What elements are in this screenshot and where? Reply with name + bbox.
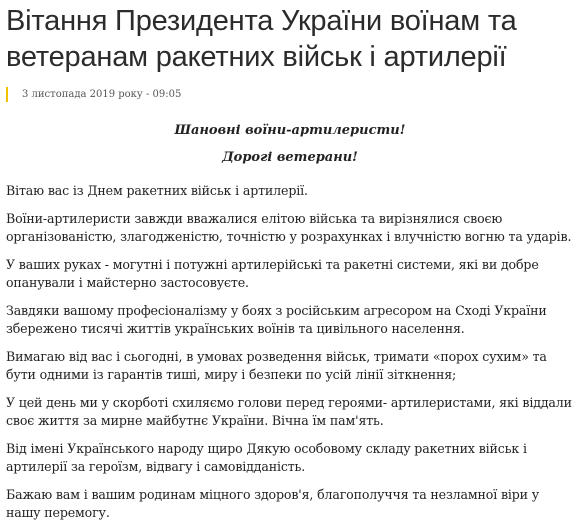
article-meta	[6, 87, 574, 102]
paragraph: Від імені Українського народу щиро Дякую особовому складу ракетних військ і артилерії за героїзм, відвагу і самовідданість.	[6, 441, 527, 474]
article-title: Вітання Президента України воїнам та ветеранам ракетних військ і артилерії	[6, 5, 517, 73]
paragraph: Вимагаю від вас і сьогодні, в умовах розведення військ, тримати «порох сухим» та бути одними із гарантів тиші, миру і безпеки по усій лінії зіткнення;	[6, 349, 547, 382]
paragraph: У ваших руках - могутні і потужні артилерійські та ракетні системи, які ви добре опанували і майстерно застосовуєте.	[6, 257, 539, 290]
article	[6, 0, 574, 522]
accent-bar	[6, 87, 8, 102]
greeting-veterans: Дорогі ветерани!	[222, 150, 358, 165]
greeting-warriors: Шановні воїни-артилеристи!	[174, 123, 406, 138]
paragraph: Бажаю вам і вашим родинам міцного здоров'я, благополуччя та незламної віри у нашу перемогу.	[6, 487, 540, 520]
paragraph: У цей день ми у скорботі схиляємо голови перед героями- артилеристами, які віддали своє життя за мирне майбутнє України. Вічна їм пам'ять.	[6, 395, 572, 428]
paragraph: Вітаю вас із Днем ракетних військ і артилерії.	[6, 183, 308, 198]
paragraph: Воїни-артилеристи завжди вважалися елітою війська та вирізнялися своєю організованістю, злагодженістю, точністю у розрахунках і влучністю вогню та ударів.	[6, 211, 572, 244]
publish-date: 3 листопада 2019 року - 09:05	[22, 89, 182, 100]
paragraph: Завдяки вашому професіоналізму у боях з російським агресором на Сході України збережено тисячі життів українських воїнів та цивільного населення.	[6, 303, 547, 336]
